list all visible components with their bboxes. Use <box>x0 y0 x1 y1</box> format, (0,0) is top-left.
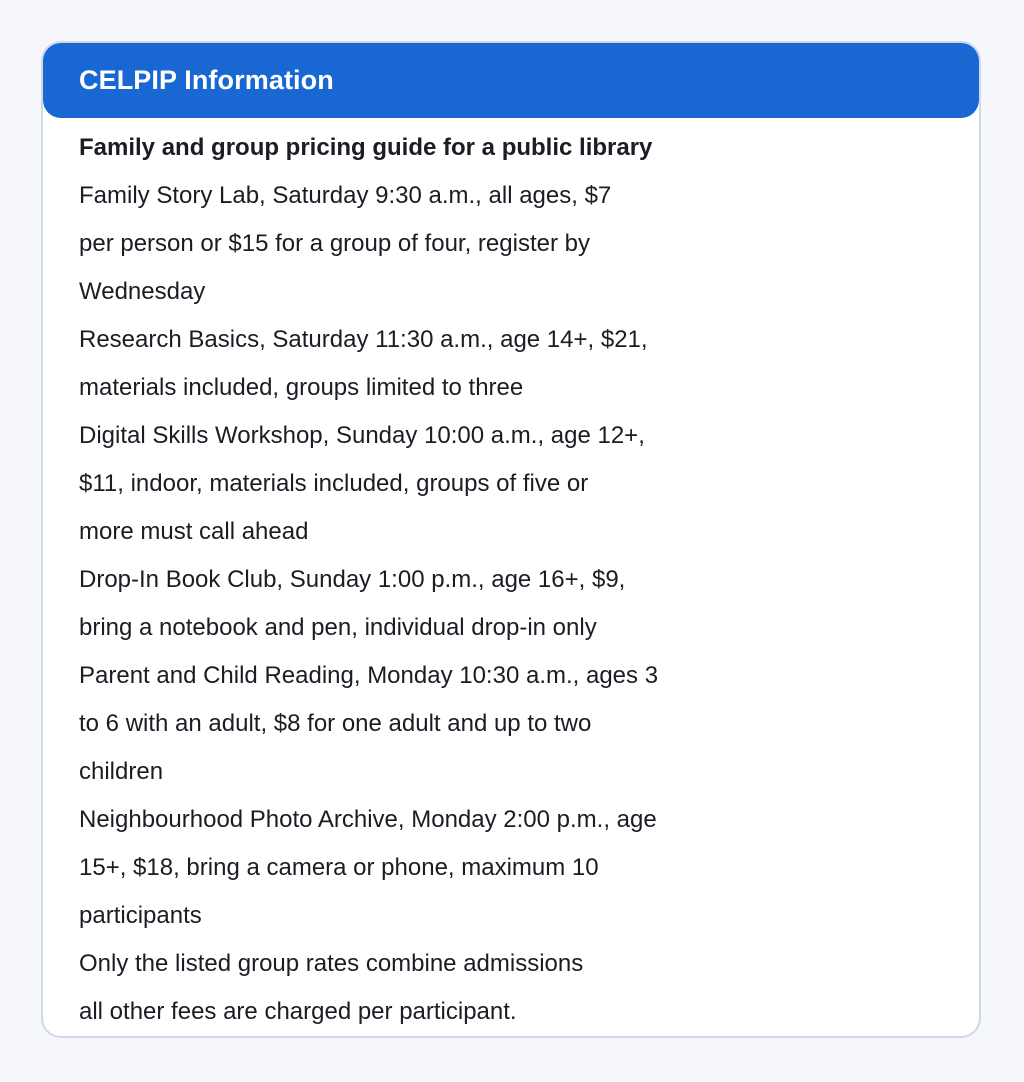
text-line: $11, indoor, materials included, groups of five or <box>79 470 589 497</box>
card-header <box>43 43 979 118</box>
text-line: Drop-In Book Club, Sunday 1:00 p.m., age 16+, $9, <box>79 566 626 593</box>
text-line: per person or $15 for a group of four, register by <box>79 230 590 257</box>
text-line: Digital Skills Workshop, Sunday 10:00 a.m., age 12+, <box>79 422 645 449</box>
text-line: Only the listed group rates combine admissions <box>79 950 584 977</box>
text-line: Research Basics, Saturday 11:30 a.m., age 14+, $21, <box>79 326 648 353</box>
text-line: Neighbourhood Photo Archive, Monday 2:00 p.m., age <box>79 806 657 833</box>
text-line: participants <box>79 902 202 929</box>
text-line: Parent and Child Reading, Monday 10:30 a.m., ages 3 <box>79 662 659 689</box>
text-line: children <box>79 758 164 785</box>
text-line: materials included, groups limited to three <box>79 374 524 401</box>
text-line: to 6 with an adult, $8 for one adult and up to two <box>79 710 592 737</box>
card-title: CELPIP Information <box>79 65 334 95</box>
text-line: more must call ahead <box>79 518 309 545</box>
card-body <box>43 118 759 1036</box>
text-line: Wednesday <box>79 278 206 305</box>
text-line: bring a notebook and pen, individual drop-in only <box>79 614 597 641</box>
card-subtitle: Family and group pricing guide for a public library <box>79 134 653 161</box>
text-line: 15+, $18, bring a camera or phone, maximum 10 <box>79 854 599 881</box>
text-line: Family Story Lab, Saturday 9:30 a.m., all ages, $7 <box>79 182 612 209</box>
info-card <box>41 41 981 1038</box>
text-line: all other fees are charged per participant. <box>79 998 517 1025</box>
